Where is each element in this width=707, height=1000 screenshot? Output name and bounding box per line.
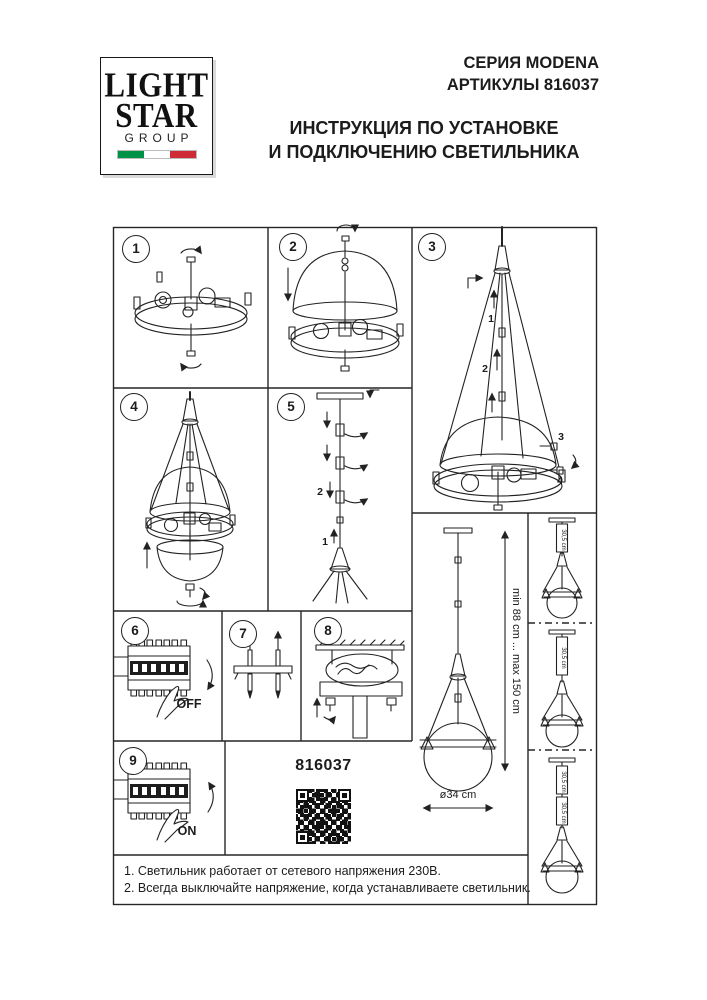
logo-line-star: STAR — [115, 95, 198, 135]
rod-label-1: 1 — [322, 536, 328, 548]
step-4-diagram — [146, 392, 235, 606]
page-title — [234, 117, 614, 164]
on-label: ON — [177, 824, 197, 838]
italian-flag-icon — [117, 150, 197, 159]
flag-white-stripe — [144, 151, 170, 158]
rod-label-2: 2 — [317, 486, 323, 498]
step-8-number: 8 — [314, 617, 342, 645]
rod-length-label-c1: 30,5 cm — [560, 771, 566, 793]
flag-green-stripe — [118, 151, 144, 158]
logo-line-light: LIGHT — [104, 65, 209, 105]
height-range-label: min 88 cm ... max 150 cm — [510, 588, 522, 714]
note-line-2: 2. Всегда выключайте напряжение, когда устанавливаете светильник. — [124, 880, 531, 895]
step-5-number: 5 — [277, 393, 305, 421]
step-6-number: 6 — [121, 617, 149, 645]
rod-length-label-c2: 30,5 cm — [560, 802, 566, 824]
qr-finder-top-right — [338, 789, 351, 802]
rod-length-label-a: 30,5 cm — [560, 529, 566, 551]
qr-code — [296, 789, 351, 844]
qr-finder-bottom-left — [296, 831, 309, 844]
title-line-1: ИНСТРУКЦИЯ ПО УСТАНОВКЕ — [289, 118, 559, 138]
step-9-number: 9 — [119, 747, 147, 775]
step-9-diagram — [114, 763, 214, 842]
lightstar-logo — [100, 57, 213, 175]
step-1-diagram — [134, 249, 251, 368]
step-7-number: 7 — [229, 620, 257, 648]
article-line: АРТИКУЛЫ 816037 — [446, 76, 599, 94]
diameter-label: ø34 cm — [439, 789, 477, 801]
logo-line-group: GROUP — [124, 131, 194, 145]
note-line-1: 1. Светильник работает от сетевого напряжения 230В. — [124, 864, 441, 878]
step-1-number: 1 — [122, 235, 150, 263]
series-name: СЕРИЯ MODENA — [463, 54, 599, 72]
part-label-1: 1 — [488, 313, 494, 325]
step-3-diagram — [433, 227, 576, 510]
flag-red-stripe — [170, 151, 196, 158]
step-8-diagram — [316, 640, 404, 738]
step-4-number: 4 — [120, 393, 148, 421]
rod-length-label-b: 30,5 cm — [560, 647, 566, 669]
part-label-3: 3 — [558, 431, 564, 443]
safety-notes — [124, 863, 531, 896]
step-3-number: 3 — [418, 233, 446, 261]
off-label: OFF — [176, 697, 202, 711]
part-label-4: 4 — [557, 475, 563, 487]
part-label-2: 2 — [482, 363, 488, 375]
article-number: 816037 — [295, 757, 352, 774]
series-block — [447, 52, 599, 96]
logo-wordmark — [104, 65, 209, 135]
title-line-2: И ПОДКЛЮЧЕНИЮ СВЕТИЛЬНИКА — [268, 141, 580, 162]
step-2-number: 2 — [279, 233, 307, 261]
qr-finder-top-left — [296, 789, 309, 802]
dimension-diagram — [420, 528, 505, 808]
